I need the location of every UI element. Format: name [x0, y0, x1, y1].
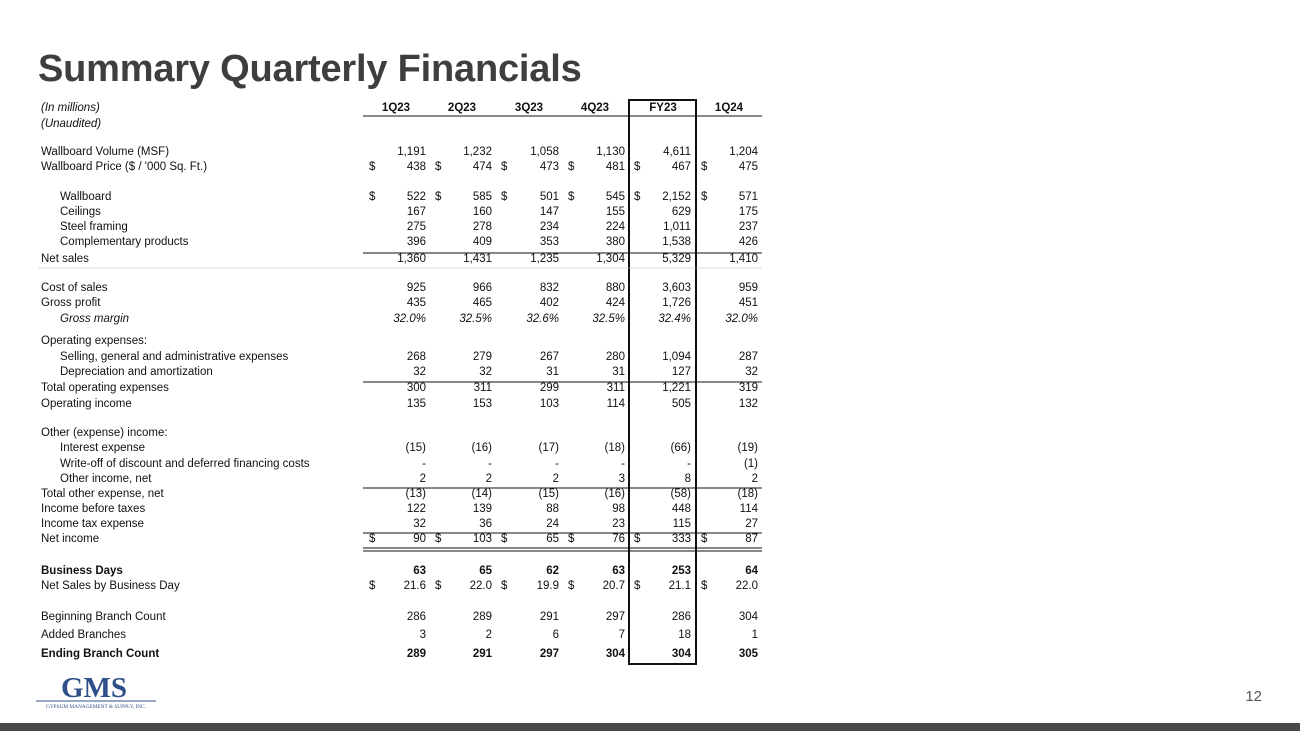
currency-symbol: $ [435, 191, 442, 203]
column-header: FY23 [649, 102, 677, 114]
table-cell: 304 [671, 648, 691, 660]
table-cell: 286 [671, 611, 691, 623]
table-cell: - [555, 458, 559, 470]
table-cell: 32 [479, 366, 492, 378]
table-cell: 76 [612, 533, 625, 545]
table-cell: 103 [539, 398, 559, 410]
table-cell: 925 [406, 282, 426, 294]
table-cell: 7 [618, 629, 625, 641]
table-cell: 103 [472, 533, 492, 545]
table-cell: 333 [671, 533, 691, 545]
table-cell: (17) [538, 442, 559, 454]
currency-symbol: $ [701, 161, 708, 173]
table-cell: - [687, 458, 691, 470]
table-cell: 966 [472, 282, 492, 294]
table-cell: 959 [738, 282, 758, 294]
table-cell: 32 [413, 366, 426, 378]
table-cell: 2 [485, 473, 492, 485]
table-cell: 304 [738, 611, 758, 623]
table-cell: 22.0 [735, 580, 758, 592]
table-cell: 21.1 [668, 580, 691, 592]
table-cell: 2 [419, 473, 426, 485]
table-cell: 571 [738, 191, 758, 203]
table-cell: 2,152 [662, 191, 691, 203]
table-cell: 175 [738, 206, 758, 218]
table-cell: 153 [472, 398, 492, 410]
table-cell: 88 [546, 503, 559, 515]
table-cell: 253 [671, 565, 691, 577]
table-cell: 545 [605, 191, 625, 203]
currency-symbol: $ [501, 191, 508, 203]
table-cell: 114 [606, 398, 625, 410]
table-cell: 380 [605, 236, 625, 248]
row-label: Total other expense, net [41, 488, 164, 500]
table-cell: 297 [539, 648, 559, 660]
table-cell: 1,130 [596, 146, 625, 158]
currency-symbol: $ [435, 161, 442, 173]
table-cell: 291 [539, 611, 559, 623]
table-cell: 18 [678, 629, 691, 641]
row-label: Net Sales by Business Day [41, 580, 180, 592]
column-header: 2Q23 [447, 102, 477, 114]
table-cell: 1,204 [729, 146, 758, 158]
table-cell: 522 [406, 191, 426, 203]
units-label: (In millions) [41, 102, 100, 114]
row-label: Ceilings [60, 206, 101, 218]
currency-symbol: $ [634, 580, 641, 592]
table-cell: 475 [738, 161, 758, 173]
table-cell: 114 [739, 503, 758, 515]
table-cell: 167 [406, 206, 426, 218]
table-cell: 299 [539, 382, 559, 394]
table-cell: 36 [479, 518, 492, 530]
table-cell: 1,232 [463, 146, 492, 158]
table-cell: 319 [738, 382, 758, 394]
table-cell: 32.5% [459, 313, 492, 325]
row-label: Business Days [41, 565, 123, 577]
row-label: Other (expense) income: [41, 427, 168, 439]
table-cell: 501 [539, 191, 559, 203]
row-label: Other income, net [60, 473, 152, 485]
table-cell: (16) [471, 442, 492, 454]
table-cell: 396 [406, 236, 426, 248]
row-label: Write-off of discount and deferred financing costs [60, 458, 310, 470]
table-cell: (58) [670, 488, 691, 500]
table-cell: 115 [672, 518, 691, 530]
row-label: Wallboard Volume (MSF) [41, 146, 170, 158]
table-cell: 63 [612, 565, 625, 577]
table-cell: 27 [745, 518, 758, 530]
table-cell: (1) [743, 458, 758, 470]
table-cell: (14) [471, 488, 492, 500]
currency-symbol: $ [435, 580, 442, 592]
table-cell: 62 [546, 565, 559, 577]
table-cell: 280 [605, 351, 625, 363]
currency-symbol: $ [568, 533, 575, 545]
row-label: Interest expense [60, 442, 146, 454]
table-cell: 353 [539, 236, 559, 248]
table-cell: 1,410 [729, 253, 758, 265]
row-label: Added Branches [41, 629, 127, 641]
table-cell: 311 [473, 382, 492, 394]
table-cell: 304 [605, 648, 625, 660]
audit-label: (Unaudited) [41, 118, 102, 130]
table-cell: 2 [751, 473, 758, 485]
page-title: Summary Quarterly Financials [38, 48, 582, 90]
table-cell: 278 [472, 221, 492, 233]
row-label: Net sales [41, 253, 89, 265]
table-cell: 465 [472, 297, 492, 309]
currency-symbol: $ [568, 580, 575, 592]
table-cell: (66) [670, 442, 691, 454]
currency-symbol: $ [369, 191, 376, 203]
table-cell: 467 [671, 161, 691, 173]
row-label: Gross profit [41, 297, 101, 309]
table-cell: 32.0% [725, 313, 758, 325]
table-cell: 23 [612, 518, 625, 530]
currency-symbol: $ [701, 533, 708, 545]
table-cell: 90 [413, 533, 426, 545]
row-label: Wallboard Price ($ / '000 Sq. Ft.) [41, 161, 208, 173]
currency-symbol: $ [501, 580, 508, 592]
currency-symbol: $ [634, 161, 641, 173]
currency-symbol: $ [701, 191, 708, 203]
table-cell: 135 [406, 398, 426, 410]
table-cell: (13) [405, 488, 426, 500]
table-cell: 19.9 [536, 580, 559, 592]
table-cell: (19) [737, 442, 758, 454]
row-label: Selling, general and administrative expenses [60, 351, 289, 363]
page-number: 12 [1245, 688, 1262, 705]
logo-tagline: GYPSUM MANAGEMENT & SUPPLY, INC. [46, 704, 146, 710]
table-cell: 63 [413, 565, 426, 577]
table-cell: (15) [405, 442, 426, 454]
currency-symbol: $ [501, 533, 508, 545]
table-cell: 132 [738, 398, 758, 410]
row-label: Wallboard [60, 191, 112, 203]
column-header: 1Q23 [381, 102, 411, 114]
row-label: Beginning Branch Count [41, 611, 166, 623]
row-label: Ending Branch Count [41, 648, 160, 660]
row-label: Operating expenses: [41, 335, 148, 347]
table-cell: 300 [406, 382, 426, 394]
currency-symbol: $ [634, 533, 641, 545]
table-cell: 451 [738, 297, 758, 309]
table-cell: 3 [419, 629, 426, 641]
table-cell: 267 [539, 351, 559, 363]
row-label: Depreciation and amortization [60, 366, 213, 378]
table-cell: 474 [472, 161, 492, 173]
table-cell: 832 [539, 282, 559, 294]
row-label: Income before taxes [41, 503, 146, 515]
table-cell: 21.6 [403, 580, 426, 592]
table-cell: 160 [472, 206, 492, 218]
table-cell: 1,538 [662, 236, 691, 248]
table-cell: 224 [605, 221, 625, 233]
table-cell: 1,094 [662, 351, 691, 363]
currency-symbol: $ [501, 161, 508, 173]
table-cell: 65 [479, 565, 492, 577]
table-cell: (15) [538, 488, 559, 500]
table-cell: 311 [606, 382, 625, 394]
table-cell: 1,221 [662, 382, 691, 394]
table-cell: 147 [539, 206, 559, 218]
table-cell: 1,304 [596, 253, 625, 265]
table-cell: 32.5% [592, 313, 625, 325]
column-header: 4Q23 [580, 102, 610, 114]
table-cell: 8 [684, 473, 691, 485]
table-cell: 1,235 [530, 253, 559, 265]
table-cell: 1,360 [397, 253, 426, 265]
table-cell: 435 [406, 297, 426, 309]
table-cell: 505 [671, 398, 691, 410]
currency-symbol: $ [568, 161, 575, 173]
footer-bar [0, 723, 1300, 731]
table-cell: 98 [612, 503, 625, 515]
table-cell: 1,011 [663, 221, 691, 233]
row-label: Gross margin [60, 313, 130, 325]
row-label: Total operating expenses [41, 382, 169, 394]
row-label: Operating income [41, 398, 132, 410]
table-cell: 65 [546, 533, 559, 545]
column-header: 3Q23 [514, 102, 544, 114]
row-label: Complementary products [60, 236, 189, 248]
table-cell: 1,431 [463, 253, 492, 265]
table-cell: 424 [605, 297, 625, 309]
table-cell: 473 [539, 161, 559, 173]
currency-symbol: $ [369, 580, 376, 592]
table-cell: 297 [605, 611, 625, 623]
table-cell: 289 [472, 611, 492, 623]
table-cell: 629 [671, 206, 691, 218]
table-cell: 2 [552, 473, 559, 485]
table-cell: 286 [406, 611, 426, 623]
table-cell: 127 [671, 366, 691, 378]
currency-symbol: $ [435, 533, 442, 545]
gms-logo [34, 672, 160, 712]
table-cell: 289 [406, 648, 426, 660]
table-cell: 139 [472, 503, 492, 515]
table-cell: 1,191 [397, 146, 426, 158]
table-cell: (16) [604, 488, 625, 500]
table-cell: 305 [738, 648, 758, 660]
row-label: Steel framing [60, 221, 128, 233]
currency-symbol: $ [369, 161, 376, 173]
table-cell: 1,726 [662, 297, 691, 309]
logo-mark: GMS [60, 672, 128, 704]
table-cell: 234 [539, 221, 559, 233]
table-cell: 87 [745, 533, 758, 545]
currency-symbol: $ [568, 191, 575, 203]
table-cell: 279 [472, 351, 492, 363]
table-cell: 22.0 [469, 580, 492, 592]
table-cell: 880 [605, 282, 625, 294]
row-label: Net income [41, 533, 100, 545]
table-cell: 5,329 [662, 253, 691, 265]
table-cell: 32.4% [658, 313, 691, 325]
table-cell: 402 [539, 297, 559, 309]
table-cell: 32.6% [526, 313, 559, 325]
table-cell: 2 [485, 629, 492, 641]
table-cell: 122 [406, 503, 426, 515]
table-cell: - [488, 458, 492, 470]
table-cell: 1 [751, 629, 758, 641]
table-cell: 585 [472, 191, 492, 203]
table-cell: 20.7 [602, 580, 625, 592]
table-cell: 4,611 [663, 146, 691, 158]
table-cell: 31 [612, 366, 625, 378]
table-cell: 268 [406, 351, 426, 363]
table-cell: 24 [546, 518, 559, 530]
currency-symbol: $ [634, 191, 641, 203]
table-cell: - [621, 458, 625, 470]
table-cell: 438 [406, 161, 426, 173]
table-cell: 291 [472, 648, 492, 660]
table-cell: - [422, 458, 426, 470]
table-cell: 426 [738, 236, 758, 248]
table-cell: 481 [605, 161, 625, 173]
table-cell: 6 [552, 629, 559, 641]
table-cell: 275 [406, 221, 426, 233]
table-cell: 32 [413, 518, 426, 530]
table-cell: 287 [738, 351, 758, 363]
column-header: 1Q24 [714, 102, 744, 114]
currency-symbol: $ [369, 533, 376, 545]
row-label: Cost of sales [41, 282, 108, 294]
table-cell: 409 [472, 236, 492, 248]
table-cell: 3 [618, 473, 625, 485]
row-label: Income tax expense [41, 518, 144, 530]
table-cell: 32 [745, 366, 758, 378]
table-cell: 3,603 [662, 282, 691, 294]
table-cell: (18) [737, 488, 758, 500]
table-cell: 31 [546, 366, 559, 378]
table-cell: 64 [745, 565, 758, 577]
table-cell: 448 [671, 503, 691, 515]
table-cell: 155 [605, 206, 625, 218]
table-cell: 237 [738, 221, 758, 233]
table-cell: 32.0% [393, 313, 426, 325]
table-cell: (18) [604, 442, 625, 454]
currency-symbol: $ [701, 580, 708, 592]
table-cell: 1,058 [530, 146, 559, 158]
